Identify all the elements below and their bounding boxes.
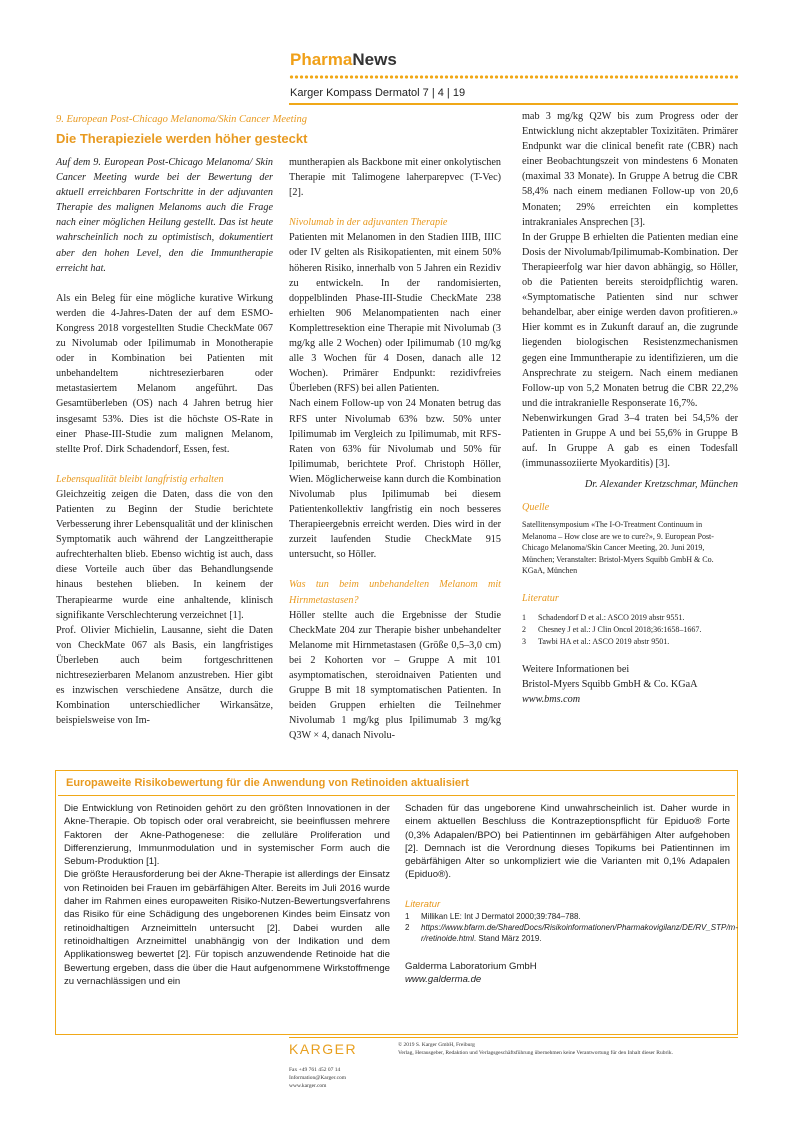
paragraph: Höller stellte auch die Ergebnisse der Studie CheckMate 204 zur Therapie bisher unbehandelter Melanome mit Hirnmetastasen (Größe 0,5–3,0 cm) bei 2 Kohorten vor – Gruppe A mit 101 asymptomatischen, steroidnaiven Patienten und Gruppe B mit 18 symptomatischen Patienten. In beiden Gruppen erhielten die Teilnehmer Nivolumab 1 mg/kg plus Ipilimumab 3 mg/kg Q3W × 4, danach Nivolu- [289,609,501,742]
header-rule [289,103,738,105]
paragraph: In der Gruppe B erhielten die Patienten median eine Dosis der Nivolumab/Ipilimumab-Kombination. Der Therapieerfolg war hier davon abhängig, so Höller, ob die Patienten bereits steroidpflichtig waren. «Symptomatische Patienten sind nur schwer behandelbar, aber einige werden davon profitieren.» Hier kommt es in Zukunft darauf an, die zugrunde liegenden biologischen Resistenzmechanismen gegen eine Immuntherapie zu identifizieren, um die Ansprechrate zu steigern. Nach einem medianen Follow-up von 5,2 Monaten betrug die CBR 22,2% und die intrakranielle Responserate 16,7%. [522,231,738,409]
box-company: Galderma Laboratorium GmbH [405,961,537,973]
subheading: Lebensqualität bleibt langfristig erhalten [56,473,224,485]
reference-item: 1 Millikan LE: Int J Dermatol 2000;39:784–788. [405,912,581,922]
paragraph: mab 3 mg/kg Q2W bis zum Progress oder der Entwicklung nicht akzeptabler Toxizitäten. Primärer Endpunkt war die clinical benefit rate (CBR) nach einer Beobachtungszeit von mindestens 6 Monaten (maximal 33 Monate). In Gruppe A betrug die CBR 58,4% nach einem medianen Follow-up von 20,6 Monaten; 29% erreichten ein komplettes intrakraniales Ansprechen [3]. [522,111,738,228]
company-url[interactable]: www.bms.com [522,694,581,706]
article-column-2 [289,155,501,743]
box-title-rule [58,795,735,796]
subheading: Nivolumab in der adjuvanten Therapie [289,217,448,229]
author-line: Dr. Alexander Kretzschmar, München [584,479,738,491]
article-headline: Die Therapieziele werden höher gesteckt [56,131,308,146]
box-company-url[interactable]: www.galderma.de [405,974,482,986]
header-dotted-rule [289,74,738,80]
brand-pharma: Pharma [290,50,353,69]
reference-item: 2 Chesney J et al.: J Clin Oncol 2018;36:1658–1667. [522,625,702,635]
paragraph: Als ein Beleg für eine mögliche kurative Wirkung werden die 4-Jahres-Daten der auf dem ESMO-Kongress 2018 vorgestellten Studie CheckMate 067 zu Nivolumab oder Ipilimumab in Monotherapie oder in Kombination bei Patienten mit unbehandeltem nichtresezierbaren oder metastasiertem Melanom angeführt. Das Gesamtüberleben (OS) nach 4 Jahren betrug hier insgesamt 53%. Dies ist die höchste OS-Rate in einer Phase-III-Studie zum malignen Melanom, stellte Prof. Dirk Schadendorf, Essen, fest. [56,292,273,455]
paragraph: Gleichzeitig zeigen die Daten, dass die von den Patienten zu Beginn der Studie berichtete Verbesserung ihrer Lebensqualität und der klinischen Symptomatik auch während der Langzeittherapie aufrechterhalten blieb. Ebenso wichtig ist auch, dass diese Vorteile auch über das Behandlungsende hinaus bestehen blieben. In keinem der Therapiearme wurde eine anhaltende, klinisch signifikante Verschlechterung verzeichnet [1]. [56,488,273,621]
contact-line: Weitere Informationen bei [522,664,630,676]
fax: Fax +49 761 452 07 14 [289,1067,341,1073]
paragraph: Schaden für das ungeborene Kind unwahrscheinlich ist. Daher wurde in einem aktuellen Beschluss die Kontrazeptionspflicht für Epiduo® Forte (0,3% Adapalen/BPO) bei Patientinnen im gebärfähigen Alter aufgehoben [2]. Demnach ist die Verordnung dieses Topikums bei Patientinnen im gebärfähigen Alter so unkompliziert wie die Varianten mit 0,1% Adapalen (Epiduo®). [405,803,730,881]
article-column-1 [56,155,273,728]
reference-item: 1 Schadendorf D et al.: ASCO 2019 abstr 9551. [522,613,685,623]
article-lead: Auf dem 9. European Post-Chicago Melanoma/ Skin Cancer Meeting wurde bei der Bewertung der aktuell erreichbaren Fortschritte in der adjuvanten Therapie des malignen Melanoms auch die Frage nach einer möglichen Heilung gestellt. Das ist heute wahrscheinlich noch zu optimistisch, dokumentiert aber den hohen Level, den die Immuntherapie erreicht hat. [56,157,273,274]
literature-heading: Literatur [522,592,559,604]
paragraph: Patienten mit Melanomen in den Stadien IIIB, IIIC oder IV gelten als Risikopatienten, mit einem 50% höheren Risiko, innerhalb von 5 Jahren ein Rezidiv zu entwickeln. In der randomisierten, doppelblinden Phase-III-Studie CheckMate 238 erhielten 906 Melanompatienten nach einer Komplettresektion eine Therapie mit Nivolumab (3 mg/kg alle 2 Wochen) oder Ipilimumab (10 mg/kg alle 3 Wochen für 4 Dosen, danach alle 12 Wochen). Primärer Endpunkt: rezidivfreies Überleben (RFS) bei allen Patienten. [289,232,501,395]
box-title: Europaweite Risikobewertung für die Anwendung von Retinoiden aktualisiert [66,777,469,789]
paragraph: muntherapien als Backbone mit einer onkolytischen Therapie mit Talimogene laherparepvec (T-Vec) [2]. [289,157,501,199]
copyright-block [398,1041,673,1057]
reference-url[interactable]: https://www.bfarm.de/SharedDocs/Risikoinformationen/Pharmakovigilanz/DE/RV_STP/m-r/retinoide.html [421,923,738,944]
box-column-1 [64,802,390,988]
source-heading: Quelle [522,502,550,514]
reference-item: 2 https://www.bfarm.de/SharedDocs/Risikoinformationen/Pharmakovigilanz/DE/RV_STP/m-r/retinoide.html. Stand März 2019. [405,923,738,944]
publisher-contact [289,1066,346,1090]
box-reference-list [405,911,738,944]
brand-news: News [352,50,397,69]
pharmanews-brand [290,50,397,70]
website[interactable]: www.karger.com [289,1083,327,1089]
paragraph: Die größte Herausforderung bei der Akne-Therapie ist allerdings der Einsatz von Retinoiden bei Frauen im gebärfähigen Alter. Bereits im Juli 2016 wurde daher im Rahmen eines europaweiten Risiko-Nutzen-Bewertungsverfahrens das Risiko für eine Schädigung des ungeborenen Kindes beim Einsatz von retinoidhaltigen Arzneimitteln untersucht [2]. Dabei wurden alle retinoidhaltigen Arzneimittel unabhängig von der Indikation und dem Applikationsweg bewertet [2]. Für topisch anzuwendende Retinoide hat die Bewertung ergeben, dass die über die Haut aufgenommene Wirkstoffmenge zu vernachlässigen und ein [64,869,390,987]
email[interactable]: Information@Karger.com [289,1075,347,1081]
paragraph: Die Entwicklung von Retinoiden gehört zu den größten Innovationen in der Akne-Therapie. Ob topisch oder oral verabreicht, sie beeinflussen mehrere Faktoren der Akne-Pathogenese: die zelluläre Proliferation und Differenzierung, Immunmodulation und in systemischer Form auch die Sebum-Produktion [1]. [64,803,390,868]
karger-logo: KARGER [289,1041,358,1057]
footer-rule [289,1037,738,1038]
reference-list [522,612,738,648]
reference-item: 3 Tawbi HA et al.: ASCO 2019 abstr 9501. [522,637,670,647]
disclaimer: Verlag, Herausgeber, Redaktion und Verlagsgeschäftsführung übernehmen keine Verantwortung für den Inhalt dieser Rubrik. [398,1050,673,1056]
paragraph: Prof. Olivier Michielin, Lausanne, sieht die Daten von CheckMate 067 als Basis, ein langfristiges Überleben auch beim fortgeschrittenen nichtresezierbaren Melanom anzustreben. Hier gibt es inzwischen verschiedene Ansätze, durch die Kombination unterschiedlicher Wirkansätze, beispielsweise von Im- [56,624,273,727]
issue-line: Karger Kompass Dermatol 7 | 4 | 19 [290,87,466,99]
company-name: Bristol-Myers Squibb GmbH & Co. KGaA [522,679,698,691]
box-literature-heading: Literatur [405,898,441,910]
subheading: Was tun beim unbehandelten Melanom mit Hirnmetastasen? [289,579,501,606]
box-column-2 [405,802,738,987]
paragraph: Nebenwirkungen Grad 3–4 traten bei 54,5% der Patienten in Gruppe A und bei 55,6% in Gruppe B auf. In Gruppe A gab es einen Todesfall (immunassoziierte Myokarditis) [3]. [522,412,738,470]
copyright: © 2019 S. Karger GmbH, Freiburg [398,1042,475,1048]
paragraph: Nach einem Follow-up von 24 Monaten betrug das RFS unter Nivolumab 63% bzw. 50% unter Ipilimumab im Vergleich zu Ipilimumab, mit RFS-Raten von 63% für Nivolumab und 50% für Ipilimumab, berichtete Prof. Christoph Höller, Wien. Möglicherweise kann durch die Kombination Nivolumab plus Ipilimumab bei diesem Patientenkollektiv langfristig ein noch besseres Therapieergebnis erreicht werden. Dies wird in der zurzeit laufenden Studie CheckMate 915 untersucht, so Höller. [289,398,501,561]
article-column-3 [522,109,738,707]
article-kicker: 9. European Post-Chicago Melanoma/Skin Cancer Meeting [56,114,307,125]
source-text: Satellitensymposium «The I-O-Treatment Continuum in Melanoma – How close are we to cure?», 9. European Post-Chicago Melanoma/Skin Cancer Meeting, 20. Juni 2019, München; Veranstalter: Bristol-Myers Squibb GmbH & Co. KGaA, München [522,520,714,576]
